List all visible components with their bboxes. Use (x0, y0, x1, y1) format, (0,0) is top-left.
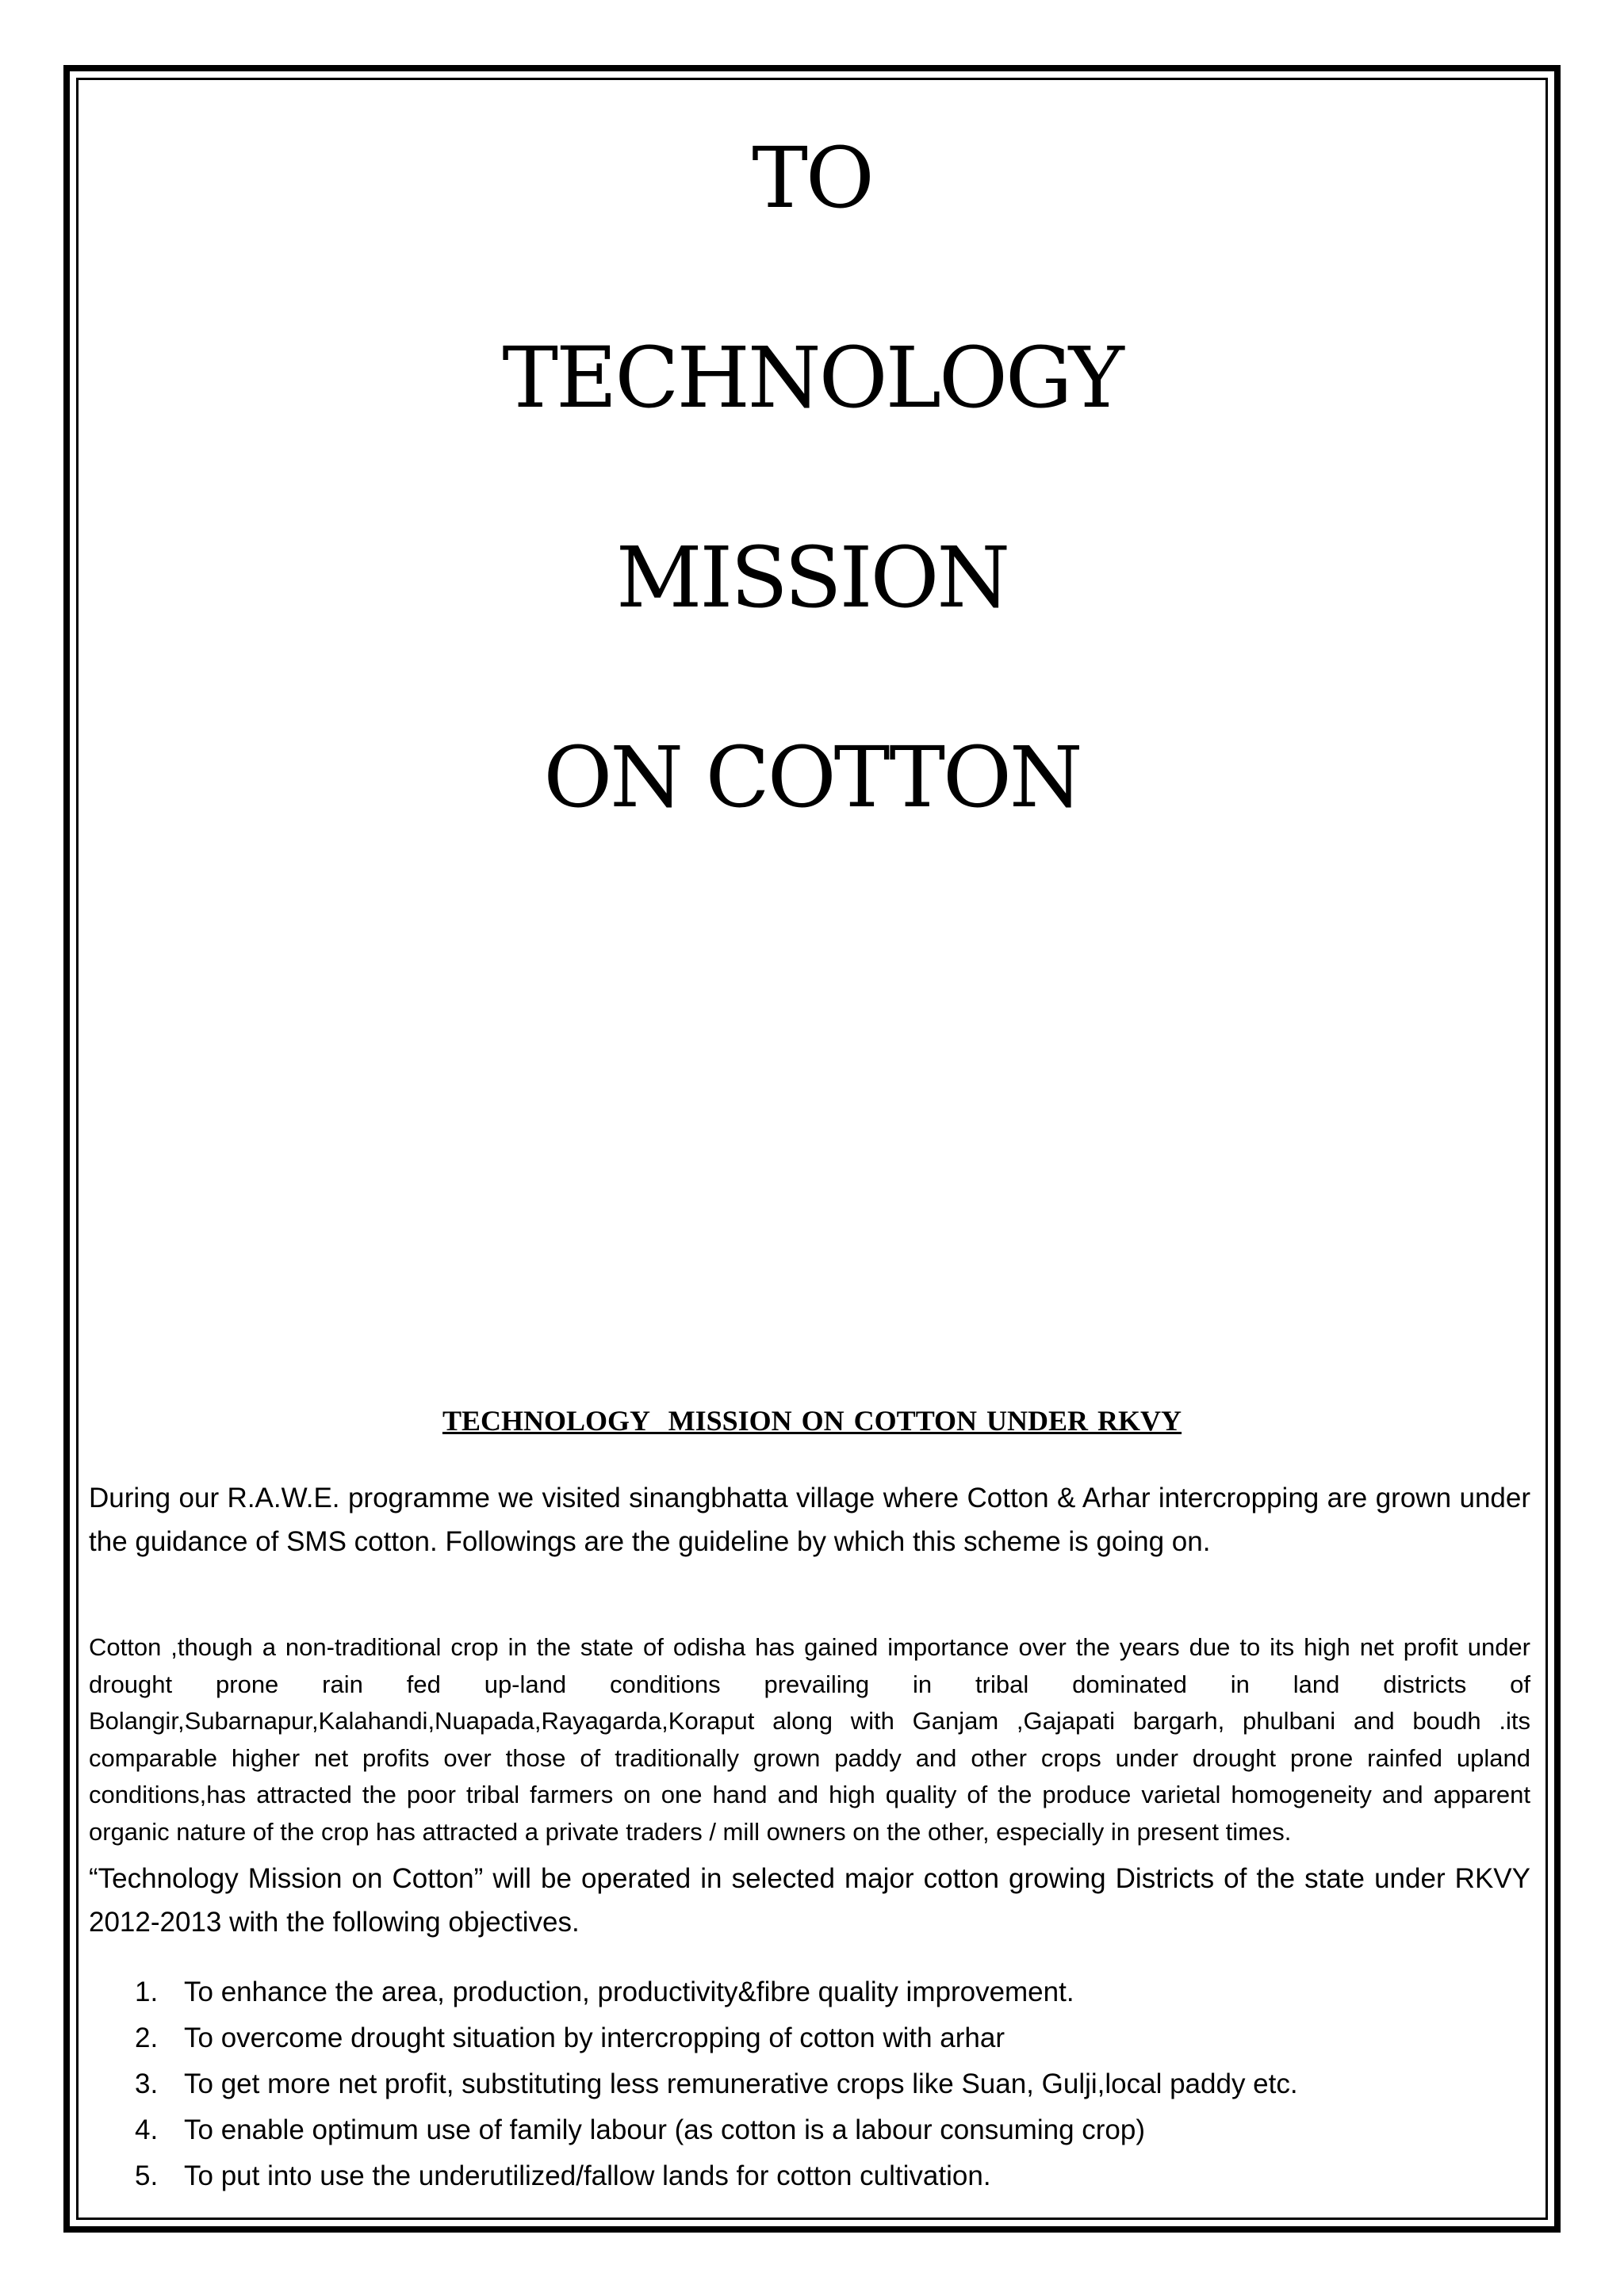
objective-number: 5. (135, 2160, 159, 2191)
objective-number: 3. (135, 2068, 159, 2099)
objective-item (89, 2015, 1530, 2061)
objective-text: To overcome drought situation by intercropping of cotton with arhar (184, 2022, 1005, 2053)
intro-paragraph: During our R.A.W.E. programme we visited sinangbhatta village where Cotton & Arhar intercropping are grown under the guidance of SMS cotton. Followings are the guideline by which this scheme is going on. (89, 1483, 1530, 1557)
cover-title-mission: MISSION (615, 529, 1009, 626)
cover-title-on-cotton: ON COTTON (543, 729, 1081, 826)
objective-number: 4. (135, 2114, 159, 2145)
body-paragraph: Cotton ,though a non-traditional crop in the state of odisha has gained importance over the years due to its high net profit under drought prone rain fed up-land conditions prevailing in tribal dominated in land districts of Bolangir,Subarnapur,Kalahandi,Nuapada,Rayagarda,Koraput along with Ganjam ,Gajapati bargarh, phulbani and boudh .its comparable higher net profits over those of traditionally grown paddy and other crops under drought prone rainfed upland conditions,has attracted the poor tribal farmers on one hand and high quality of the produce varietal homogeneity and apparent organic nature of the crop has attracted a private traders / mill owners on the other, especially in present times. (89, 1633, 1530, 1846)
objective-text: To enhance the area, production, productivity&fibre quality improvement. (184, 1976, 1074, 2007)
objective-item (89, 2107, 1530, 2153)
cover-title-technology: TECHNOLOGY (502, 329, 1122, 427)
objective-number: 2. (135, 2022, 159, 2053)
section-heading: TECHNOLOGY MISSION ON COTTON UNDER RKVY (442, 1405, 1182, 1437)
objective-number: 1. (135, 1976, 159, 2007)
objective-text: To get more net profit, substituting less remunerative crops like Suan, Gulji,local paddy etc. (184, 2068, 1298, 2099)
cover-title-to: TO (752, 129, 872, 227)
objectives-list (89, 1969, 1530, 2199)
objective-item (89, 2061, 1530, 2107)
objective-item (89, 1969, 1530, 2015)
objective-text: To enable optimum use of family labour (as cotton is a labour consuming crop) (184, 2114, 1145, 2145)
objective-text: To put into use the underutilized/fallow lands for cotton cultivation. (184, 2160, 991, 2191)
mission-paragraph: “Technology Mission on Cotton” will be operated in selected major cotton growing Districts of the state under RKVY 2012-2013 with the following objectives. (89, 1863, 1530, 1938)
objective-item (89, 2153, 1530, 2199)
